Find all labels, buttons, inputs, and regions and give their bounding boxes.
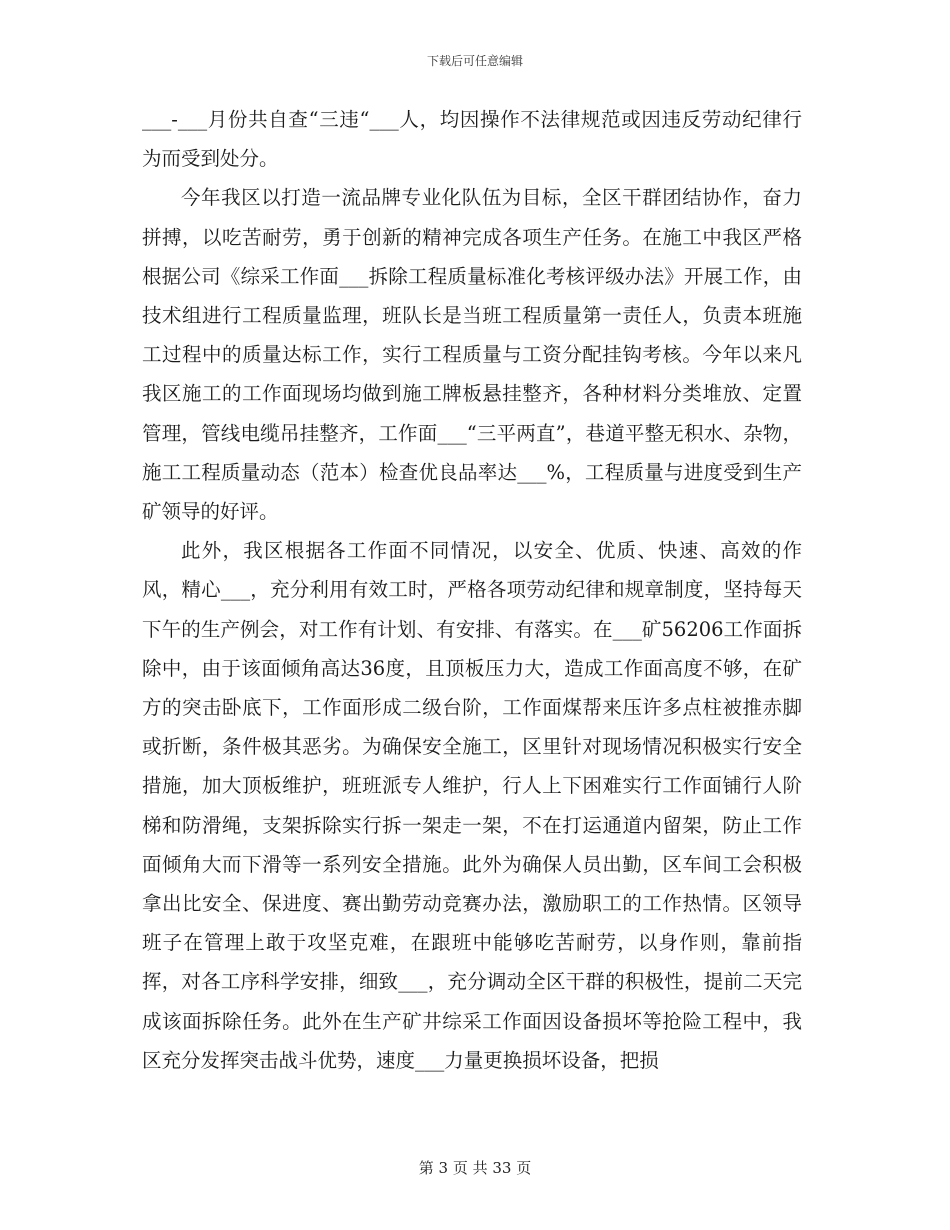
- document-body: [142, 100, 802, 1080]
- paragraph-3: 此外，我区根据各工作面不同情况，以安全、优质、快速、高效的作风，精心___，充分利用有效工时，严格各项劳动纪律和规章制度，坚持每天下午的生产例会，对工作有计划、有安排、有落实。在___矿56206工作面拆除中，由于该面倾角高达36度，且顶板压力大，造成工作面高度不够，在矿方的突击卧底下，工作面形成二级台阶，工作面煤帮来压许多点柱被推赤脚或折断，条件极其恶劣。为确保安全施工，区里针对现场情况积极实行安全措施，加大顶板维护，班班派专人维护，行人上下困难实行工作面铺行人阶梯和防滑绳，支架拆除实行拆一架走一架，不在打运通道内留架，防止工作面倾角大而下滑等一系列安全措施。此外为确保人员出勤，区车间工会积极拿出比安全、保进度、赛出勤劳动竞赛办法，激励职工的工作热情。区领导班子在管理上敢于攻坚克难，在跟班中能够吃苦耐劳，以身作则，靠前指挥，对各工序科学安排，细致___，充分调动全区干群的积极性，提前二天完成该面拆除任务。此外在生产矿井综采工作面因设备损坏等抢险工程中，我区充分发挥突击战斗优势，速度___力量更换损坏设备，把损: [142, 539, 802, 1072]
- paragraph-1: ___-___月份共自查“三违“___人，均因操作不法律规范或因违反劳动纪律行为而受到处分。: [142, 108, 802, 171]
- page-number: 第 3 页 共 33 页: [418, 1159, 532, 1177]
- paragraph-2: 今年我区以打造一流品牌专业化队伍为目标，全区干群团结协作，奋力拼搏，以吃苦耐劳，勇于创新的精神完成各项生产任务。在施工中我区严格根据公司《综采工作面___拆除工程质量标准化考核评级办法》开展工作，由技术组进行工程质量监理，班队长是当班工程质量第一责任人，负责本班施工过程中的质量达标工作，实行工程质量与工资分配挂钩考核。今年以来凡我区施工的工作面现场均做到施工牌板悬挂整齐，各种材料分类堆放、定置管理，管线电缆吊挂整齐，工作面___“三平两直”，巷道平整无积水、杂物，施工工程质量动态（范本）检查优良品率达___%，工程质量与进度受到生产矿领导的好评。: [142, 186, 802, 524]
- page-header-note: 下载后可任意编辑: [426, 54, 523, 68]
